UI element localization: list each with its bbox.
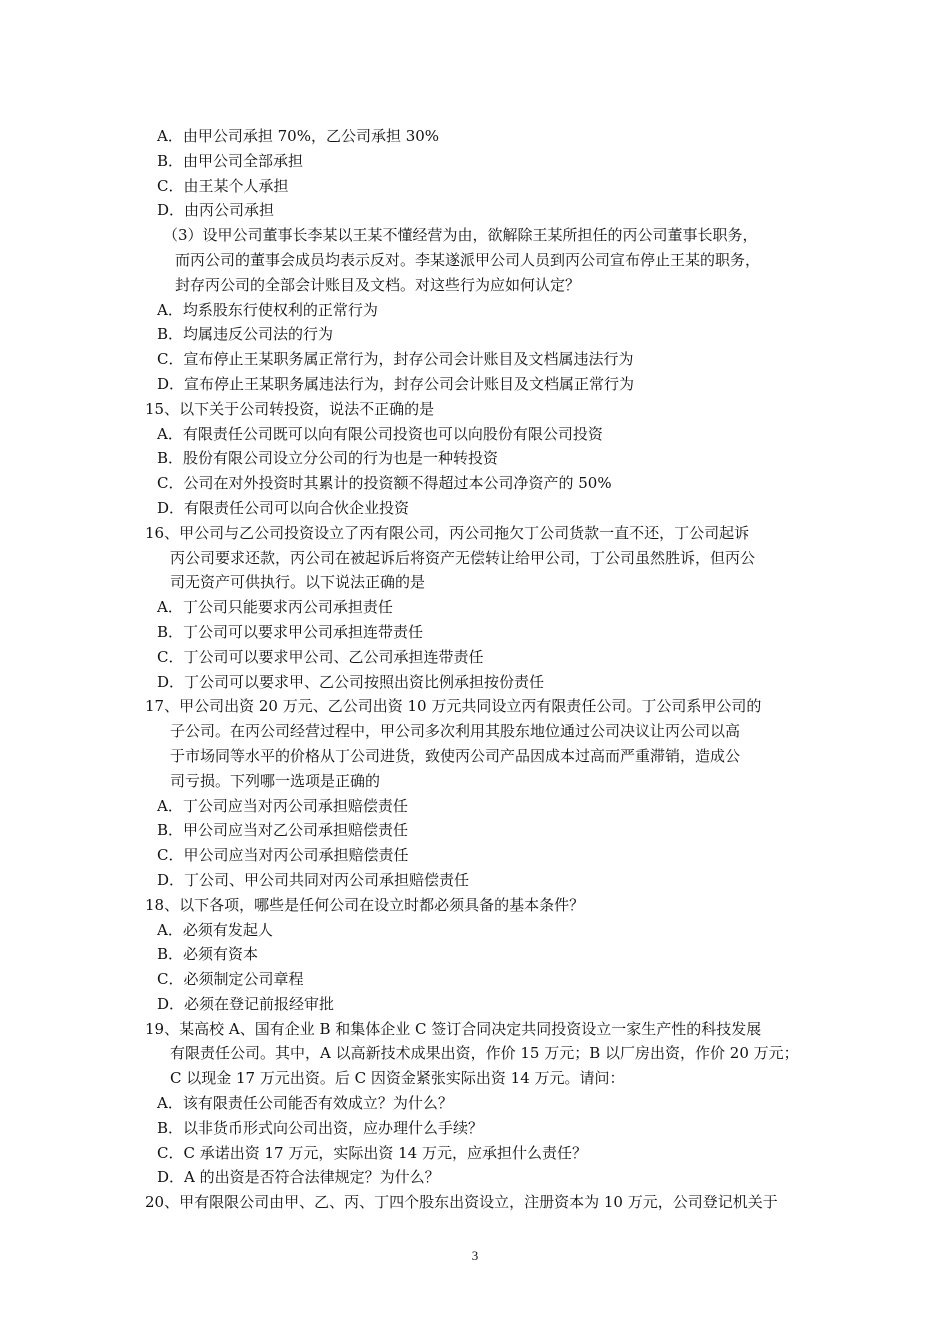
answer-option: C．宣布停止王某职务属正常行为，封存公司会计账目及文档属违法行为 (157, 350, 634, 369)
answer-option: C．公司在对外投资时其累计的投资额不得超过本公司净资产的 50% (157, 474, 612, 493)
answer-option: B．股份有限公司设立分公司的行为也是一种转投资 (157, 449, 499, 468)
answer-option: D．必须在登记前报经审批 (157, 994, 335, 1013)
question-line: 19、某高校 A、国有企业 B 和集体企业 C 签订合同决定共同投资设立一家生产性的科技发展 (145, 1019, 762, 1038)
answer-option: C．甲公司应当对丙公司承担赔偿责任 (157, 846, 409, 865)
answer-option: A．丁公司应当对丙公司承担赔偿责任 (157, 796, 408, 815)
text-line: C 以现金 17 万元出资。后 C 因资金紧张实际出资 14 万元。请问： (170, 1069, 625, 1088)
text-line: 子公司。在丙公司经营过程中，甲公司多次利用其股东地位通过公司决议让丙公司以高 (170, 722, 741, 741)
answer-option: A．必须有发起人 (157, 920, 273, 939)
question-line: 16、甲公司与乙公司投资设立了丙有限公司，丙公司拖欠丁公司货款一直不还，丁公司起诉 (145, 523, 750, 542)
answer-option: C．丁公司可以要求甲公司、乙公司承担连带责任 (157, 647, 484, 666)
answer-option: C．必须制定公司章程 (157, 970, 304, 989)
answer-option: A．丁公司只能要求丙公司承担责任 (157, 598, 393, 617)
answer-option: D．丁公司可以要求甲、乙公司按照出资比例承担按份责任 (157, 672, 545, 691)
answer-option: A．该有限责任公司能否有效成立？为什么？ (157, 1094, 453, 1113)
answer-option: B．甲公司应当对乙公司承担赔偿责任 (157, 821, 409, 840)
answer-option: B．丁公司可以要求甲公司承担连带责任 (157, 622, 424, 641)
question-line: 17、甲公司出资 20 万元、乙公司出资 10 万元共同设立丙有限责任公司。丁公司系甲公司的 (145, 697, 762, 716)
answer-option: D．丁公司、甲公司共同对丙公司承担赔偿责任 (157, 870, 470, 889)
answer-option: B．由甲公司全部承担 (157, 151, 304, 170)
answer-option: C．由王某个人承担 (157, 176, 289, 195)
answer-option: B．必须有资本 (157, 945, 259, 964)
text-line: 司亏损。下列哪一选项是正确的 (170, 771, 381, 790)
document-body (145, 124, 825, 1215)
question-line: 18、以下各项，哪些是任何公司在设立时都必须具备的基本条件？ (145, 895, 585, 914)
answer-option: A．有限责任公司既可以向有限公司投资也可以向股份有限公司投资 (157, 424, 603, 443)
answer-option: D．有限责任公司可以向合伙企业投资 (157, 498, 410, 517)
page-number: 3 (471, 1248, 479, 1263)
text-line: （3）设甲公司董事长李某以王某不懂经营为由，欲解除王某所担任的丙公司董事长职务， (163, 226, 758, 245)
answer-option: A．均系股东行使权利的正常行为 (157, 300, 378, 319)
question-line: 15、以下关于公司转投资，说法不正确的是 (145, 399, 435, 418)
question-line: 20、甲有限限公司由甲、乙、丙、丁四个股东出资设立，注册资本为 10 万元，公司登记机关于 (145, 1193, 778, 1212)
text-line: 丙公司要求还款，丙公司在被起诉后将资产无偿转让给甲公司，丁公司虽然胜诉，但丙公 (170, 548, 756, 567)
answer-option: D．宣布停止王某职务属违法行为，封存公司会计账目及文档属正常行为 (157, 374, 635, 393)
text-line: 于市场同等水平的价格从丁公司进货，致使丙公司产品因成本过高而严重滞销，造成公 (170, 746, 741, 765)
answer-option: C．C 承诺出资 17 万元，实际出资 14 万元，应承担什么责任？ (157, 1143, 587, 1162)
text-line: 而丙公司的董事会成员均表示反对。李某遂派甲公司人员到丙公司宣布停止王某的职务， (175, 250, 761, 269)
answer-option: B．均属违反公司法的行为 (157, 325, 334, 344)
answer-option: B．以非货币形式向公司出资，应办理什么手续？ (157, 1118, 484, 1137)
answer-option: D．A 的出资是否符合法律规定？为什么？ (157, 1168, 440, 1187)
answer-option: A．由甲公司承担 70%，乙公司承担 30% (157, 127, 440, 145)
answer-option: D．由丙公司承担 (157, 201, 275, 220)
text-line: 司无资产可供执行。以下说法正确的是 (170, 573, 426, 592)
text-line: 封存丙公司的全部会计账目及文档。对这些行为应如何认定？ (175, 275, 581, 294)
text-line: 有限责任公司。其中，A 以高新技术成果出资，作价 15 万元；B 以厂房出资，作价 20 万元； (170, 1044, 799, 1063)
